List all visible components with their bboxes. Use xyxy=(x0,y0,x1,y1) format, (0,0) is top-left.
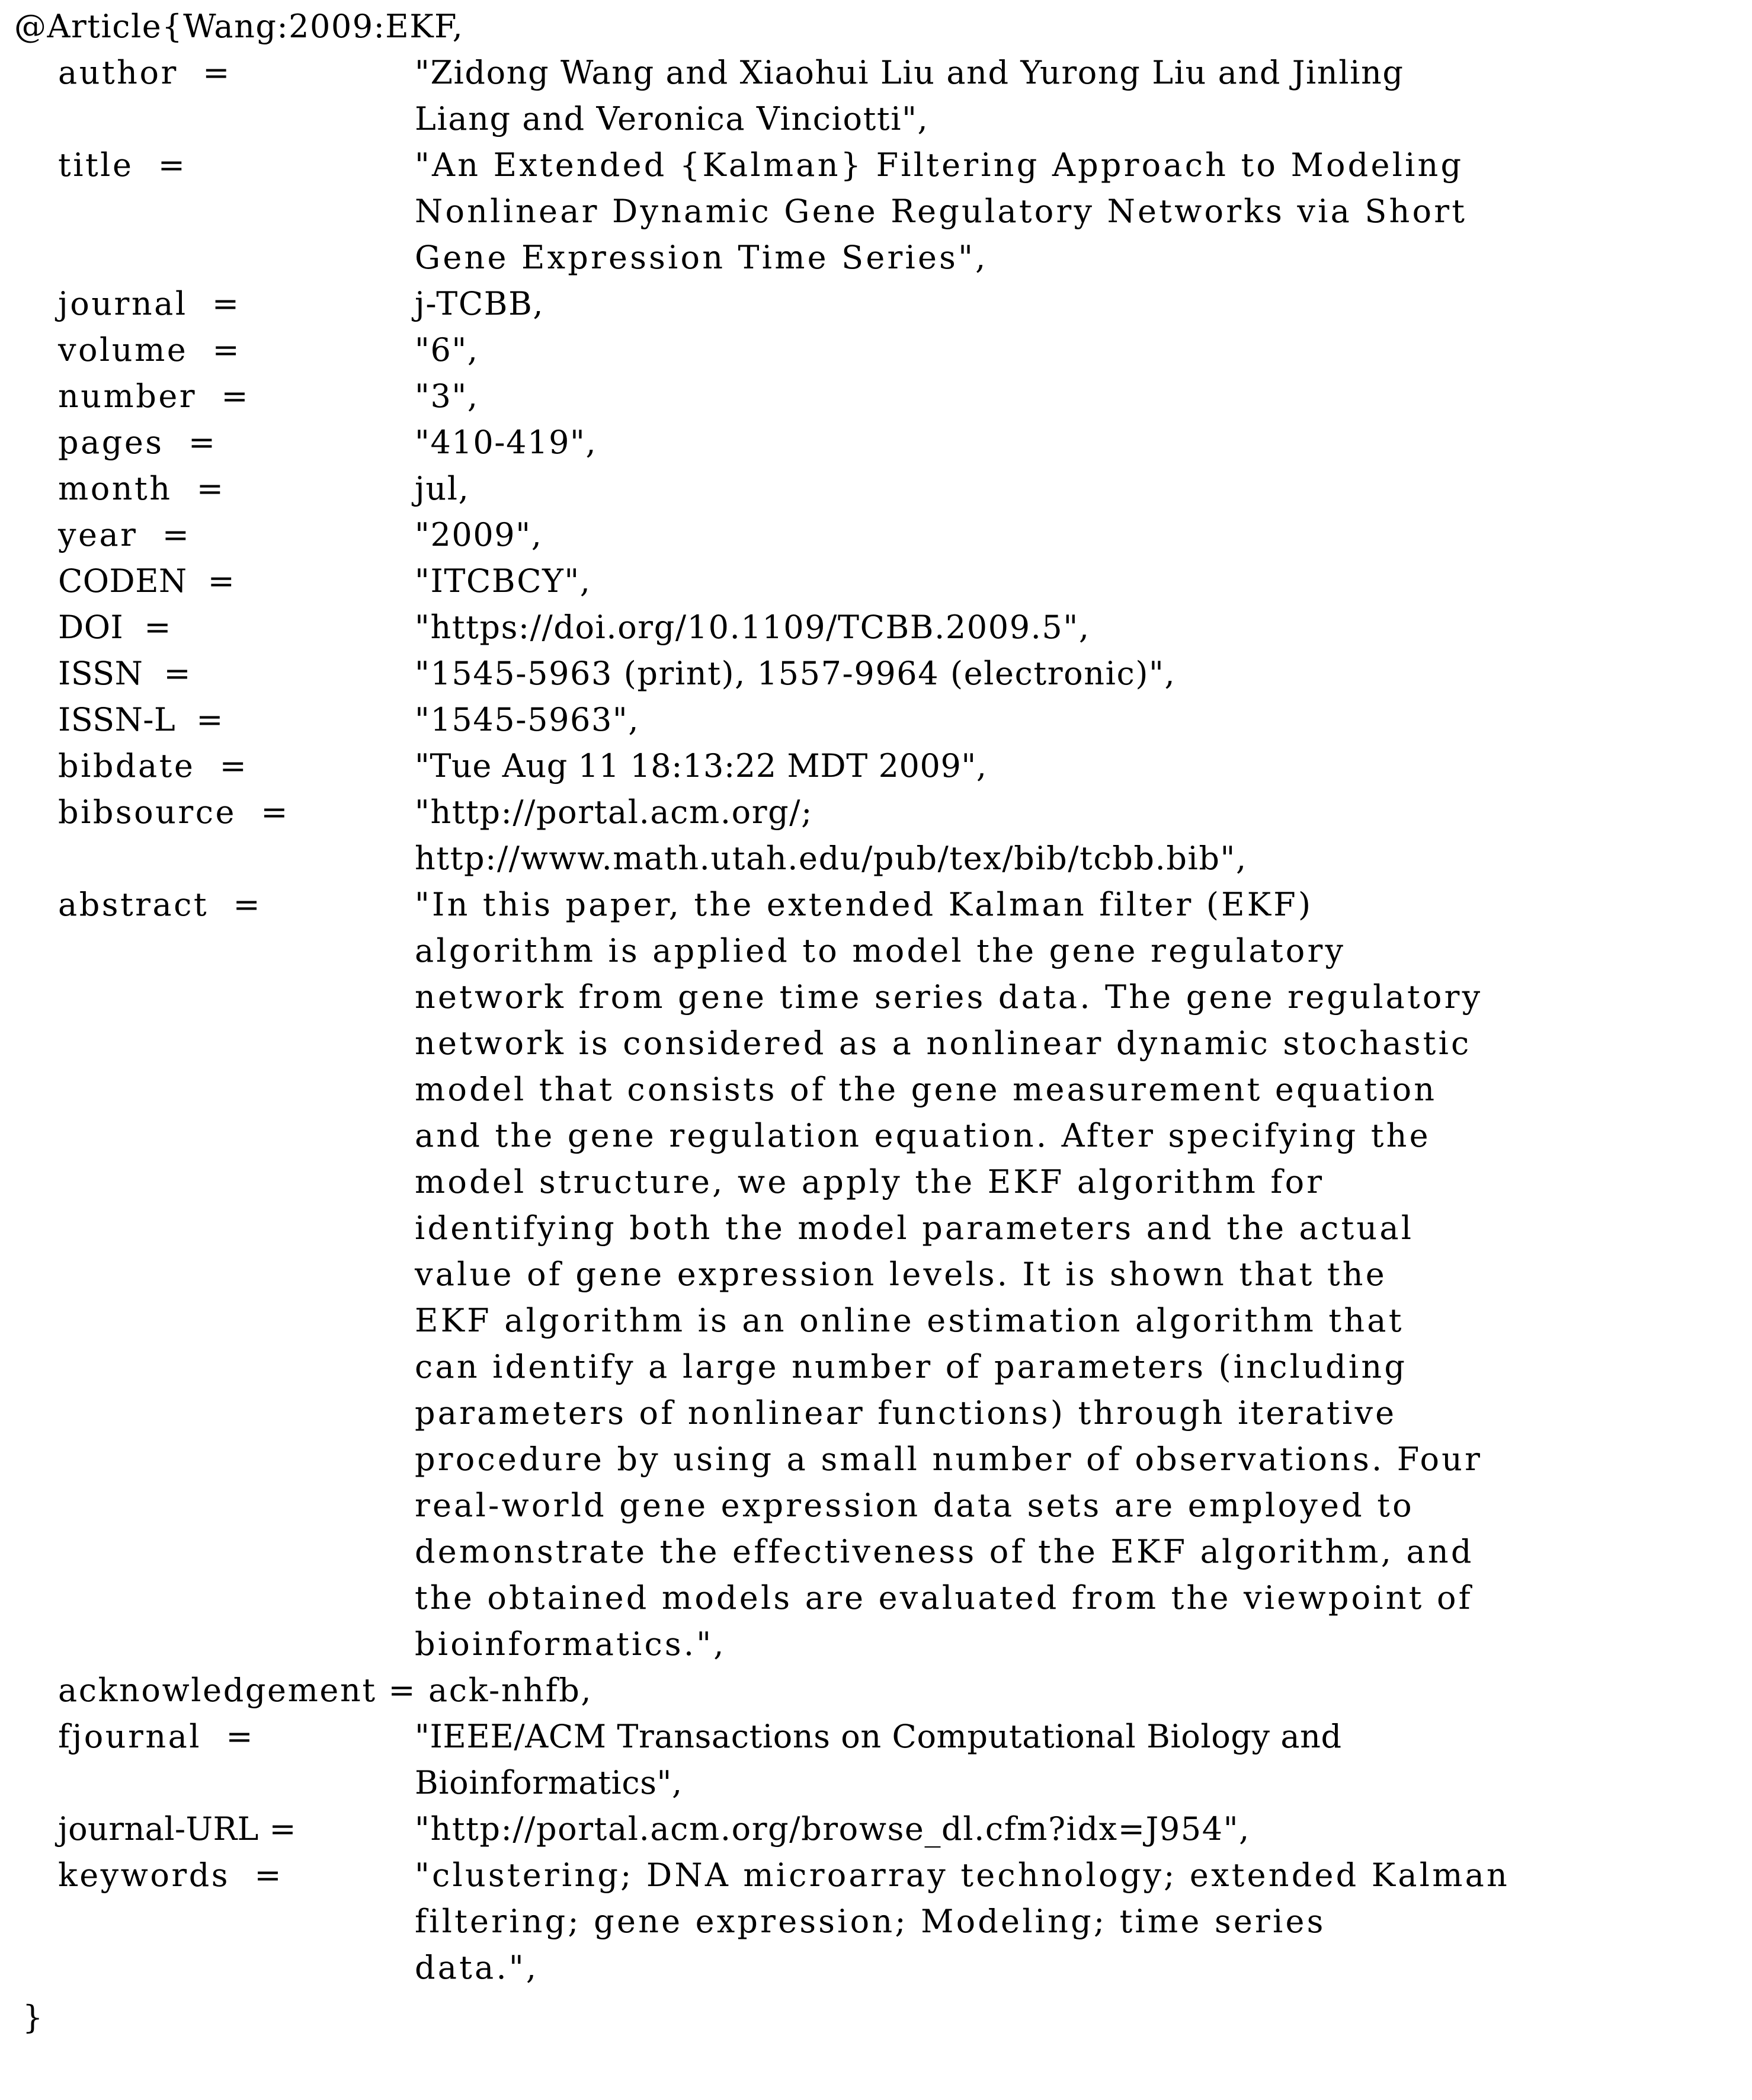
field-value-continuation: parameters of nonlinear functions) through iterative xyxy=(415,1394,1397,1432)
entry-open-line: @Article{Wang:2009:EKF, xyxy=(14,8,464,45)
entry-close-line: } xyxy=(23,1999,43,2036)
field-value-continuation: can identify a large number of parameters (including xyxy=(415,1348,1408,1385)
field-value: "410-419", xyxy=(415,424,597,461)
field-key: ISSN-L = xyxy=(58,701,223,738)
field-value-continuation: and the gene regulation equation. After specifying the xyxy=(415,1117,1431,1154)
field-value: "3", xyxy=(415,377,479,415)
field-key: bibsource = xyxy=(58,793,290,831)
field-value: "https://doi.org/10.1109/TCBB.2009.5", xyxy=(415,609,1090,646)
field-key: bibdate = xyxy=(58,747,249,785)
field-value-continuation: data.", xyxy=(415,1949,539,1986)
field-key: CODEN = xyxy=(58,562,235,600)
field-value: "Zidong Wang and Xiaohui Liu and Yurong Liu and Jinling xyxy=(415,54,1404,91)
field-value-continuation: EKF algorithm is an online estimation algorithm that xyxy=(415,1302,1404,1339)
field-value: "An Extended {Kalman} Filtering Approach to Modeling xyxy=(415,146,1464,184)
field-value-continuation: procedure by using a small number of observations. Four xyxy=(415,1440,1483,1478)
field-value-continuation: Liang and Veronica Vinciotti", xyxy=(415,100,929,137)
field-key: pages = xyxy=(58,424,217,461)
field-key: journal = xyxy=(58,285,241,322)
field-key: title = xyxy=(58,146,187,184)
field-value: "1545-5963", xyxy=(415,701,640,738)
field-key: volume = xyxy=(58,331,242,369)
field-value-continuation: Bioinformatics", xyxy=(415,1764,683,1801)
field-value: "1545-5963 (print), 1557-9964 (electronic)", xyxy=(415,655,1176,692)
field-key: month = xyxy=(58,470,226,507)
field-value: "clustering; DNA microarray technology; extended Kalman xyxy=(415,1856,1510,1894)
field-key: DOI = xyxy=(58,609,171,646)
field-value-continuation: Nonlinear Dynamic Gene Regulatory Networks via Short xyxy=(415,193,1468,230)
field-value: "Tue Aug 11 18:13:22 MDT 2009", xyxy=(415,747,987,785)
field-key: journal-URL = xyxy=(58,1810,296,1848)
field-value-continuation: filtering; gene expression; Modeling; time series xyxy=(415,1903,1326,1940)
field-value: "ITCBCY", xyxy=(415,562,591,600)
field-value: "http://portal.acm.org/; xyxy=(415,793,813,831)
field-value-continuation: network is considered as a nonlinear dynamic stochastic xyxy=(415,1025,1472,1062)
field-value-continuation: value of gene expression levels. It is shown that the xyxy=(415,1256,1387,1293)
field-value-continuation: Gene Expression Time Series", xyxy=(415,239,988,276)
field-key: ISSN = xyxy=(58,655,191,692)
field-value-continuation: real-world gene expression data sets are employed to xyxy=(415,1487,1414,1524)
field-value-continuation: demonstrate the effectiveness of the EKF algorithm, and xyxy=(415,1533,1474,1570)
field-key: number = xyxy=(58,377,251,415)
field-row-acknowledgement: acknowledgement = ack-nhfb, xyxy=(58,1672,593,1709)
field-value-continuation: network from gene time series data. The gene regulatory xyxy=(415,978,1483,1016)
field-value: "2009", xyxy=(415,516,543,553)
field-value-continuation: bioinformatics.", xyxy=(415,1625,726,1663)
field-value: "http://portal.acm.org/browse_dl.cfm?idx=J954", xyxy=(415,1810,1250,1848)
field-value-continuation: the obtained models are evaluated from the viewpoint of xyxy=(415,1579,1473,1616)
field-value-continuation: algorithm is applied to model the gene regulatory xyxy=(415,932,1346,969)
field-value: "IEEE/ACM Transactions on Computational Biology and xyxy=(415,1718,1342,1755)
field-value-continuation: model structure, we apply the EKF algorithm for xyxy=(415,1163,1325,1201)
field-key: keywords = xyxy=(58,1856,284,1894)
field-value: "6", xyxy=(415,331,479,369)
field-value-continuation: identifying both the model parameters and the actual xyxy=(415,1209,1414,1247)
field-value: "In this paper, the extended Kalman filter (EKF) xyxy=(415,886,1314,923)
field-key: fjournal = xyxy=(58,1718,255,1755)
field-value: jul, xyxy=(415,470,470,507)
field-key: year = xyxy=(58,516,191,553)
field-key: author = xyxy=(58,54,232,91)
field-value-continuation: http://www.math.utah.edu/pub/tex/bib/tcbb.bib", xyxy=(415,840,1247,877)
field-value-continuation: model that consists of the gene measurement equation xyxy=(415,1071,1437,1108)
field-key: abstract = xyxy=(58,886,262,923)
field-value: j-TCBB, xyxy=(415,285,545,322)
